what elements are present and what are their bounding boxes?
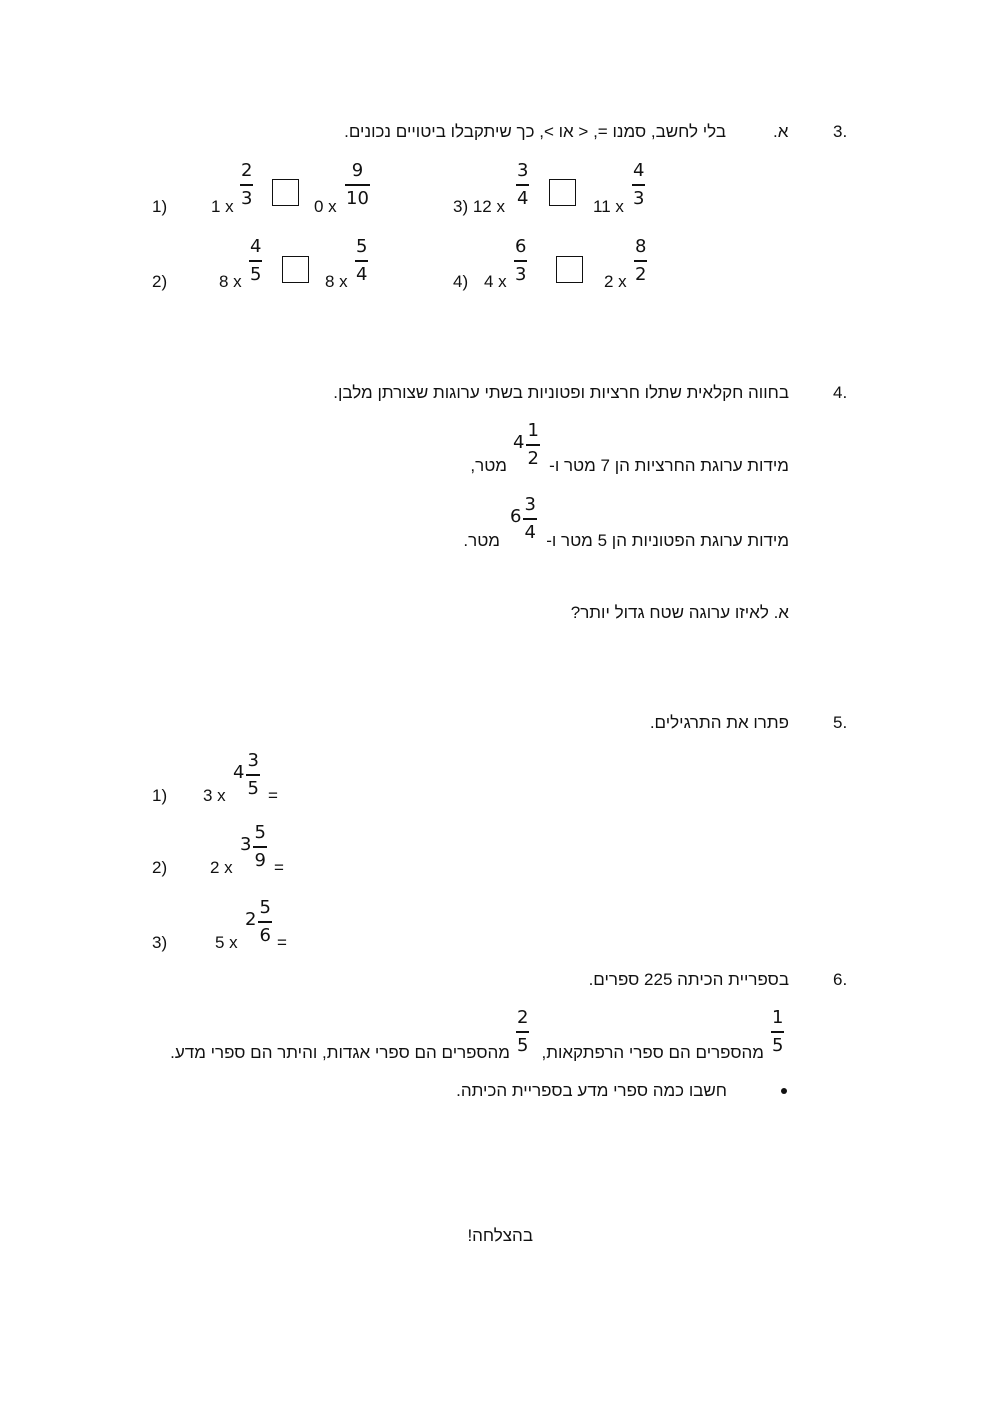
q3-item1-right-fraction <box>345 160 370 210</box>
q4-question-a: א. לאיזו ערוגה שטח גדול יותר? <box>570 603 789 622</box>
q3-item2-label: 2) <box>152 272 168 291</box>
q6-legends-text: מהספרים הם ספרי אגדות, והיתר הם ספרי מדע. <box>170 1043 510 1062</box>
fraction-bar <box>246 774 259 776</box>
numerator: 2 <box>241 160 253 181</box>
q5-item2-equals: = <box>274 858 284 877</box>
fraction-bar <box>240 184 253 186</box>
q3-item2-answer-box[interactable] <box>282 256 309 283</box>
q5-item3-mixed-number <box>245 897 272 947</box>
q6-task: חשבו כמה ספרי מדע בספריית הכיתה. <box>456 1081 727 1100</box>
denominator: 3 <box>633 187 645 209</box>
denominator: 3 <box>241 187 253 209</box>
q6-intro: בספריית הכיתה 225 ספרים. <box>588 970 789 989</box>
q3-item4-right-prefix: 2 x <box>604 272 627 291</box>
q5-item3-equals: = <box>277 933 287 952</box>
q3-item1-answer-box[interactable] <box>272 179 299 206</box>
denominator: 3 <box>515 263 527 285</box>
q3-item1-right-prefix: 0 x <box>314 197 337 216</box>
fraction-bar <box>249 260 262 262</box>
fraction <box>246 750 259 800</box>
numerator: 4 <box>250 236 262 257</box>
q3-letter: א. <box>773 122 789 141</box>
denominator: 6 <box>259 924 271 946</box>
q5-item1-prefix: 3 x <box>203 786 226 805</box>
denominator: 2 <box>527 447 539 469</box>
q4-line1-text: מידות ערוגת החרציות הן 7 מטר ו- <box>549 456 789 475</box>
q3-item4-label: 4) <box>453 272 469 291</box>
q6-fraction-one-fifth <box>771 1007 784 1057</box>
numerator: 6 <box>515 236 527 257</box>
q4-line2-mixed-number <box>510 494 537 544</box>
numerator: 3 <box>517 160 529 181</box>
closing-text: בהצלחה! <box>467 1226 533 1245</box>
fraction-bar <box>345 184 370 186</box>
q4-intro: בחווה חקלאית שתלו חרציות ופטוניות בשתי ערוגות שצורתן מלבן. <box>333 383 789 402</box>
q6-number: 6. <box>833 970 848 989</box>
q5-item3-prefix: 5 x <box>215 933 238 952</box>
q3-item4-left-fraction <box>514 236 527 286</box>
q3-number: 3. <box>833 122 848 141</box>
numerator: 1 <box>772 1007 784 1028</box>
denominator: 4 <box>517 187 529 209</box>
q3-instruction: בלי לחשב, סמנו =, < או >, כך שיתקבלו ביטויים נכונים. <box>344 122 726 141</box>
q3-item2-right-fraction <box>355 236 368 286</box>
numerator: 2 <box>517 1007 529 1028</box>
q5-number: 5. <box>833 713 848 732</box>
q3-item4-right-fraction <box>634 236 647 286</box>
q5-item1-mixed-number <box>233 750 260 800</box>
whole-part: 3 <box>240 834 252 856</box>
q3-item1-label: 1) <box>152 197 168 216</box>
q3-item1-left-fraction <box>240 160 253 210</box>
fraction <box>523 494 536 544</box>
fraction-bar <box>634 260 647 262</box>
numerator: 8 <box>635 236 647 257</box>
numerator: 9 <box>351 160 364 181</box>
q6-adventure-text: מהספרים הם ספרי הרפתקאות, <box>541 1043 764 1062</box>
q3-item2-left-fraction <box>249 236 262 286</box>
fraction-bar <box>355 260 368 262</box>
q3-item3-right-prefix: 11 x <box>593 197 624 216</box>
fraction-bar <box>253 846 266 848</box>
q5-item3-label: 3) <box>152 933 168 952</box>
denominator: 2 <box>635 263 647 285</box>
q3-item2-right-prefix: 8 x <box>325 272 348 291</box>
q3-item2-left-prefix: 8 x <box>219 272 242 291</box>
denominator: 5 <box>250 263 262 285</box>
q4-line2-suffix: מטר. <box>463 531 500 550</box>
q4-line1-mixed-number <box>513 420 540 470</box>
denominator: 4 <box>524 521 536 543</box>
denominator: 10 <box>346 187 369 209</box>
numerator: 3 <box>524 494 536 515</box>
numerator: 5 <box>259 897 271 918</box>
denominator: 5 <box>517 1034 529 1056</box>
numerator: 1 <box>527 420 539 441</box>
whole-part: 4 <box>233 762 245 784</box>
denominator: 9 <box>254 849 266 871</box>
q6-fraction-two-fifths <box>516 1007 529 1057</box>
fraction-bar <box>523 518 536 520</box>
q5-instruction: פתרו את התרגילים. <box>649 713 789 732</box>
fraction-bar <box>514 260 527 262</box>
fraction-bar <box>771 1031 784 1033</box>
numerator: 5 <box>254 822 266 843</box>
fraction-bar <box>526 444 539 446</box>
q3-item3-left-fraction <box>516 160 529 210</box>
q5-item1-label: 1) <box>152 786 168 805</box>
q5-item2-prefix: 2 x <box>210 858 233 877</box>
fraction-bar <box>516 1031 529 1033</box>
q5-item1-equals: = <box>268 786 278 805</box>
fraction-bar <box>632 184 645 186</box>
q4-line2-text: מידות ערוגת הפטוניות הן 5 מטר ו- <box>546 531 789 550</box>
fraction-bar <box>516 184 529 186</box>
bullet-icon <box>781 1088 787 1094</box>
q3-item3-right-fraction <box>632 160 645 210</box>
whole-part: 6 <box>510 506 522 528</box>
fraction <box>258 897 271 947</box>
q3-item4-left-prefix: 4 x <box>484 272 507 291</box>
numerator: 4 <box>633 160 645 181</box>
whole-part: 4 <box>513 432 525 454</box>
q4-number: 4. <box>833 383 848 402</box>
q3-item1-left-prefix: 1 x <box>211 197 234 216</box>
denominator: 5 <box>772 1034 784 1056</box>
q3-item3-answer-box[interactable] <box>549 179 576 206</box>
q4-line1-suffix: מטר, <box>470 456 507 475</box>
fraction-bar <box>258 921 271 923</box>
numerator: 5 <box>356 236 368 257</box>
denominator: 5 <box>247 777 259 799</box>
q5-item2-mixed-number <box>240 822 267 872</box>
q3-item4-answer-box[interactable] <box>556 256 583 283</box>
q5-item2-label: 2) <box>152 858 168 877</box>
fraction <box>526 420 539 470</box>
whole-part: 2 <box>245 909 257 931</box>
fraction <box>253 822 266 872</box>
numerator: 3 <box>247 750 259 771</box>
q3-item3-label: 3) 12 x <box>453 197 505 216</box>
denominator: 4 <box>356 263 368 285</box>
